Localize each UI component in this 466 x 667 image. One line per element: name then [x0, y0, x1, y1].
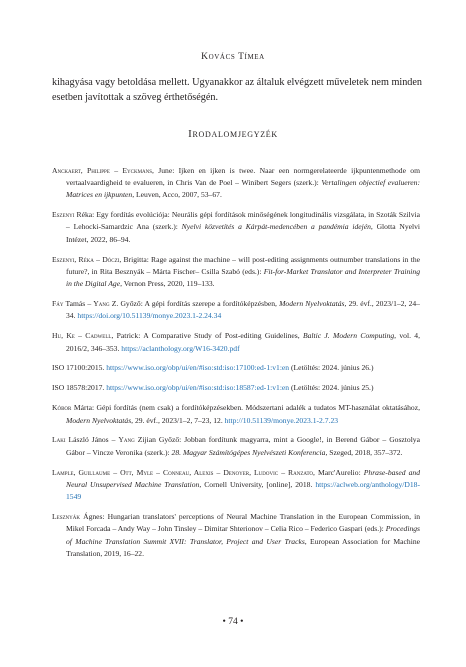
reference-text: Brigitta: Rage against the machine – will post-editing assignments outnumber translations in the future?, in Rita Besznyák – Márta Fischer– Csilla Szabó (eds.):: [66, 254, 420, 276]
reference-text: , European Association for Machine Translation, 2019, 16–22.: [66, 536, 420, 558]
reference-entry: [52, 511, 420, 560]
reference-entry: [52, 165, 420, 202]
reference-title: Modern Nyelvoktatás: [279, 299, 345, 309]
section-heading: Irodalomjegyzék: [188, 128, 278, 140]
reference-text: , 29. évf., 2023/1–2, 7–23, 12.: [131, 415, 225, 425]
reference-text: , Leuven, Acco, 2007, 53–67.: [132, 190, 222, 200]
reference-entry: [52, 254, 420, 291]
reference-title: Nyelvi közvetítés a Kárpát-medencében a pandémia idején: [181, 222, 371, 232]
reference-text: , vol. 4, 2016/2, 346–353.: [66, 331, 420, 353]
reference-authors: Hu, Ke – Cadwell,: [52, 331, 114, 341]
reference-text: Márta: Gépi fordítás (nem csak) a fordítóképzésekben. Módszertani adalék a tudatos MT-használat oktatásához,: [71, 403, 420, 413]
reference-authors: Yang: [93, 299, 110, 309]
reference-authors: Kóbor: [52, 403, 72, 413]
reference-text: Ágnes: Hungarian translators' perceptions of Neural Machine Translation in the European Commission, in Mikel Forcada – Andy Way – John Tinsley – Dimitar Shterionov – Celia Rico – Federico Gaspari (eds.):: [66, 512, 420, 534]
page-number: • 74 •: [222, 617, 244, 627]
reference-entry: [52, 402, 420, 427]
reference-text: June: Ijken en ijken is twee. Naar een normgerelateerde ijkpuntenmethode om vertaalvaardigheid te evalueren, in Chris Van de Poel – Winibert Segers (szerk.):: [66, 165, 420, 187]
reference-title: Vertalingen objectief evalueren: Matrices en ijkpunten: [66, 177, 420, 200]
reference-text: , Vernon Press, 2020, 119–133.: [120, 279, 215, 289]
reference-entry: [52, 467, 420, 504]
reference-title: Phrase-based and Neural Unsupervised Machine Translation: [66, 467, 420, 489]
reference-text: Patrick: A Comparative Study of Post-editing Guidelines,: [113, 331, 303, 341]
reference-text: Z. Győző: A gépi fordítás szerepe a fordítóképzésben,: [109, 299, 280, 309]
reference-link[interactable]: https://doi.org/10.51139/monye.2023.1-2.24.34: [77, 311, 222, 321]
reference-authors: Lample, Guillaume – Ott, Myle – Conneau, Alexis – Denoyer, Ludovic – Ranzato,: [52, 467, 315, 477]
running-head: Kovács Tímea: [201, 52, 265, 62]
reference-text: Tamás –: [63, 299, 94, 309]
reference-entry: [52, 298, 420, 323]
body-paragraph: kihagyása vagy betoldása mellett. Ugyanakkor az általuk elvégzett műveletek nem minden esetben javítottak a szöveg érthetőségén.: [52, 77, 422, 103]
reference-title: Procedings of Machine Translation Summit XVII: Translator, Project and User Tracks: [66, 524, 420, 546]
reference-text: , Szeged, 2018, 357–372.: [325, 447, 403, 457]
reference-authors: Lesznyák: [52, 512, 80, 522]
reference-text: Marc'Aurelio:: [314, 467, 364, 477]
reference-authors: Eszenyi: [52, 210, 75, 220]
reference-link[interactable]: https://aclweb.org/anthology/D18-1549: [66, 479, 420, 502]
reference-title: 28. Magyar Számítógépes Nyelvészeti Konferencia: [171, 447, 326, 457]
reference-link[interactable]: https://www.iso.org/obp/ui/en/#iso:std:iso:18587:ed-1:v1:en: [106, 383, 290, 393]
reference-text: Zijian Győző: Jobban fordítunk magyarra, mint a Google!, in Berend Gábor – Gosztolya Gábor – Vincze Veronika (szerk.):: [66, 435, 420, 457]
reference-entry: [52, 362, 420, 374]
reference-authors: Fáy: [52, 299, 64, 309]
reference-text: (Letöltés: 2024. június 26.): [289, 363, 374, 373]
reference-authors: Yang: [118, 435, 135, 445]
reference-text: , 29. évf., 2023/1–2, 24–34.: [66, 299, 420, 321]
reference-link[interactable]: http://10.51139/monye.2023.1-2.7.23: [224, 415, 339, 425]
reference-text: ISO 17100:2015.: [52, 363, 107, 373]
reference-authors: Anckaert, Philippe – Eyckmans,: [52, 165, 154, 175]
reference-text: ISO 18578:2017.: [52, 383, 107, 393]
reference-text: Réka: Egy fordítás evolúciója: Neurális gépi fordítások minőségének longitudinális vizsgálata, in Szoták Szilvia – Lehocki-Samardzic Ana (szerk.):: [66, 210, 420, 232]
reference-text: , Glotta Nyelvi Intézet, 2022, 86–94.: [66, 222, 420, 244]
reference-title: Fit-for-Market Translator and Interpreter Training in the Digital Age: [66, 266, 420, 289]
reference-text: (Letöltés: 2024. június 25.): [289, 383, 374, 393]
reference-title: Modern Nyelvoktatás: [66, 415, 132, 425]
reference-authors: Eszenyi, Réka – Dóczi,: [52, 254, 122, 264]
reference-entry: [52, 434, 420, 459]
reference-list: [52, 157, 420, 564]
reference-text: , Cornell University, [online], 2018.: [199, 479, 316, 489]
reference-link[interactable]: https://www.iso.org/obp/ui/en/#iso:std:iso:17100:ed-1:v1:en: [106, 363, 290, 373]
reference-entry: [52, 209, 420, 246]
reference-text: László János –: [65, 435, 119, 445]
reference-title: Baltic J. Modern Computing: [302, 331, 395, 341]
reference-entry: [52, 330, 420, 355]
reference-entry: [52, 382, 420, 394]
reference-authors: Laki: [52, 435, 66, 445]
reference-link[interactable]: https://aclanthology.org/W16-3420.pdf: [121, 343, 240, 353]
